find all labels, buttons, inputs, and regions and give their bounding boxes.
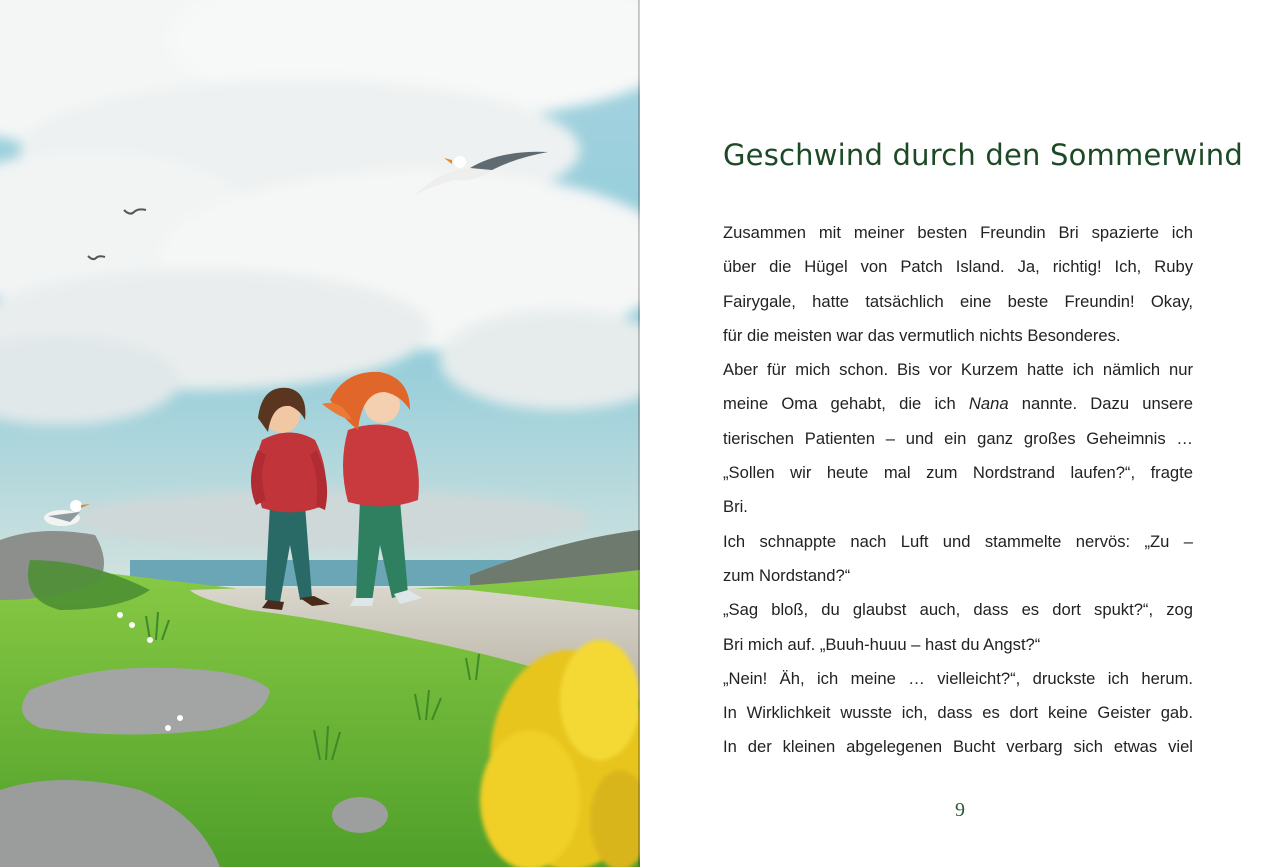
text-line: Ich schnappte nach Luft und stammelte nervös: „Zu – bbox=[723, 531, 1193, 551]
chapter-body bbox=[723, 216, 1193, 765]
text-line: Bri mich auf. „Buuh-huuu – hast du Angst?“ bbox=[723, 634, 1041, 654]
text-line: In der kleinen abgelegenen Bucht verbarg sich etwas viel bbox=[723, 737, 1193, 757]
text-line: „Sollen wir heute mal zum Nordstrand laufen?“, fragte bbox=[723, 463, 1193, 483]
text-line: für die meisten war das vermutlich nichts Besonderes. bbox=[723, 325, 1121, 345]
rock-small bbox=[332, 797, 388, 833]
text-line: Zusammen mit meiner besten Freundin Bri spazierte ich bbox=[723, 223, 1193, 242]
text-line: über die Hügel von Patch Island. Ja, richtig! Ich, Ruby bbox=[723, 257, 1193, 277]
text-line: „Nein! Äh, ich meine … vielleicht?“, druckste ich herum. bbox=[723, 668, 1193, 688]
text-line: „Sag bloß, du glaubst auch, dass es dort spukt?“, zog bbox=[723, 600, 1193, 620]
text-emphasis-nana: Nana bbox=[968, 394, 1009, 414]
text-line: Fairygale, hatte tatsächlich eine beste Freundin! Okay, bbox=[723, 291, 1193, 311]
chapter-title: Geschwind durch den Sommerwind bbox=[723, 138, 1243, 172]
text-line: In Wirklichkeit wusste ich, dass es dort keine Geister gab. bbox=[723, 703, 1193, 723]
page-number: 9 bbox=[955, 799, 965, 821]
text-line: tierischen Patienten – und ein ganz großes Geheimnis … bbox=[723, 428, 1193, 448]
text-segment: meine Oma gehabt, die ich bbox=[723, 394, 969, 414]
text-page bbox=[640, 0, 1280, 867]
text-line bbox=[723, 387, 1193, 421]
text-line: zum Nordstand?“ bbox=[723, 565, 851, 585]
text-line: Bri. bbox=[723, 497, 748, 517]
text-line: Aber für mich schon. Bis vor Kurzem hatte ich nämlich nur bbox=[723, 360, 1193, 380]
text-segment: nannte. Dazu unsere bbox=[1008, 394, 1193, 414]
